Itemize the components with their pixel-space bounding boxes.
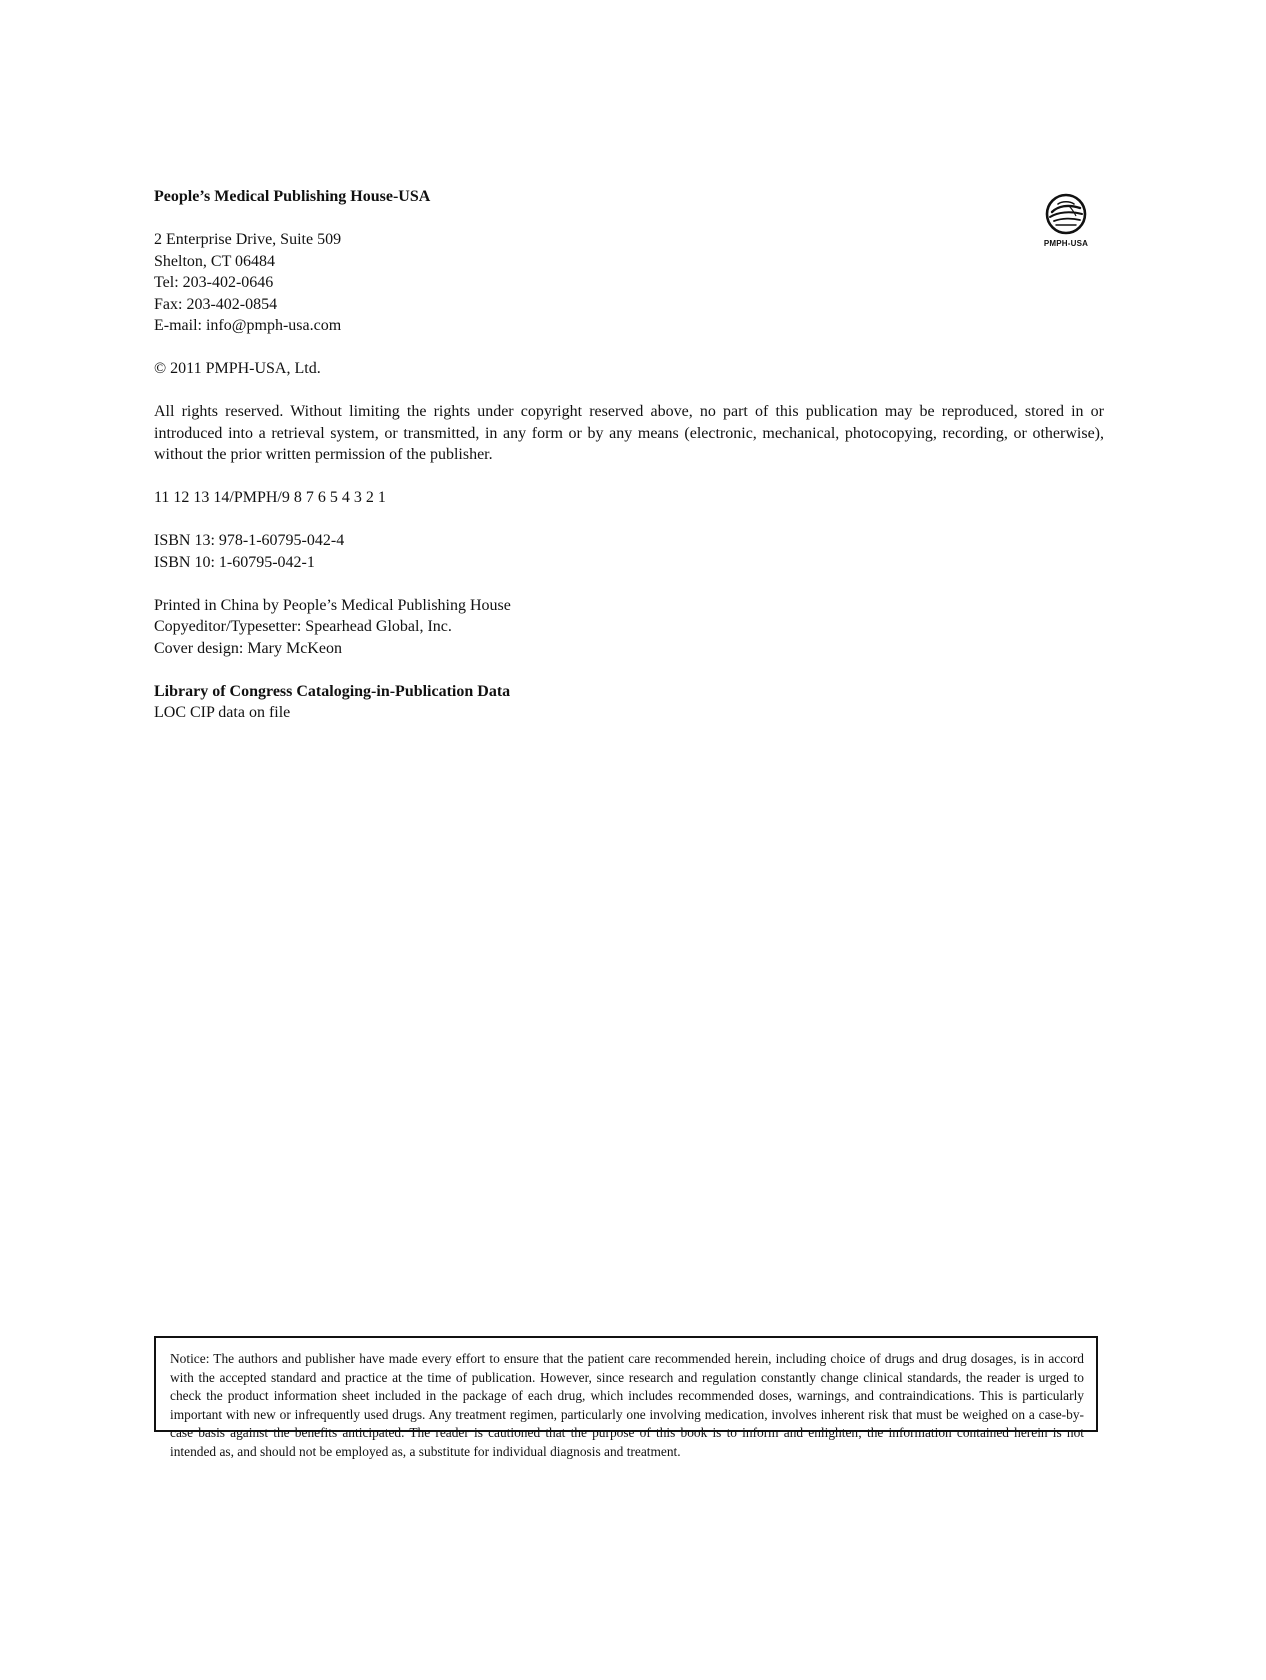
address-line-fax: Fax: 203-402-0854 [154, 295, 278, 313]
copyeditor-line: Copyeditor/Typesetter: Spearhead Global, Inc. [154, 618, 452, 635]
notice-text: Notice: The authors and publisher have made every effort to ensure that the patient care recommended herein, including choice of drugs and drug dosages, is in accord with the accepted standard and practice at the time of publication. However, since research and regulation constantly change clinical standards, the reader is urged to check the product information sheet included in the package of each drug, which includes recommended doses, warnings, and contraindications. This is particularly important with new or infrequently used drugs. Any treatment regimen, particularly one involving medication, involves inherent risk that must be weighed on a case-by-case basis against the benefits anticipated. The reader is cautioned that the purpose of this book is to inform and enlighten; the information contained herein is not intended as, and should not be employed as, a substitute for individual diagnosis and treatment. [170, 1351, 1084, 1459]
cip-text: LOC CIP data on file [154, 704, 291, 721]
logo-label: PMPH-USA [1043, 239, 1089, 248]
address-line-tel: Tel: 203-402-0646 [154, 274, 274, 291]
cover-design-line: Cover design: Mary McKeon [154, 639, 342, 657]
address-line-city: Shelton, CT 06484 [154, 252, 276, 270]
cip-heading: Library of Congress Cataloging-in-Publication Data [154, 682, 511, 700]
copyright-line: © 2011 PMPH-USA, Ltd. [154, 360, 321, 377]
address-line-email: E-mail: info@pmph-usa.com [154, 317, 342, 334]
printing-line: 11 12 13 14/PMPH/9 8 7 6 5 4 3 2 1 [154, 489, 386, 506]
isbn-10: ISBN 10: 1-60795-042-1 [154, 553, 315, 571]
copyright-content [154, 186, 1104, 724]
printed-in-line: Printed in China by People’s Medical Publishing House [154, 596, 511, 614]
isbn-13: ISBN 13: 978-1-60795-042-4 [154, 532, 345, 549]
pmph-logo-icon [1036, 192, 1096, 238]
rights-statement: All rights reserved. Without limiting the rights under copyright reserved above, no part of this publication may be reproduced, stored in or introduced into a retrieval system, or transmitted, in any form or by any means (electronic, mechanical, photocopying, recording, or otherwise), without the prior written permission of the publisher. [154, 403, 1104, 463]
publisher-logo [1036, 192, 1096, 254]
publisher-name: People’s Medical Publishing House-USA [154, 188, 431, 205]
notice-box [154, 1336, 1098, 1459]
address-line-street: 2 Enterprise Drive, Suite 509 [154, 231, 342, 248]
